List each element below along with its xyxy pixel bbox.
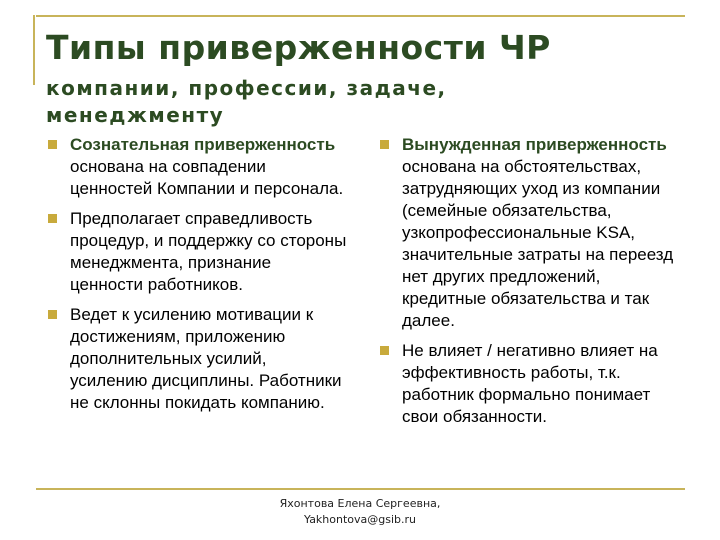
square-bullet-icon	[380, 346, 389, 355]
item-accent-text: Сознательная приверженность	[70, 135, 336, 154]
footer-email: Yakhontova@gsib.ru	[303, 513, 417, 526]
slide-title: Типы приверженности ЧР	[46, 28, 551, 67]
list-item	[380, 134, 680, 332]
top-divider	[36, 15, 685, 17]
square-bullet-icon	[380, 140, 389, 149]
footer-author: Яхонтова Елена Сергеевна,	[279, 497, 441, 510]
list-item	[48, 208, 348, 296]
square-bullet-icon	[48, 140, 57, 149]
item-text: основана на обстоятельствах, затрудняющих уход из компании (семейные обязательства, узкопрофессиональные KSA, значительные затраты на переезд нет других предложений, кредитные обязательства и так далее.	[402, 157, 674, 330]
footer	[0, 496, 720, 528]
item-text: Ведет к усилению мотивации к достижениям, приложению дополнительных усилий, усилению дисциплины. Работники не склонны покидать компанию.	[70, 305, 342, 412]
slide-subtitle: компании, профессии, задаче, менеджменту	[46, 76, 447, 127]
title-accent-bar	[33, 15, 35, 85]
square-bullet-icon	[48, 214, 57, 223]
list-item	[380, 340, 680, 428]
left-column	[48, 134, 348, 422]
item-accent-text: Вынужденная приверженность	[402, 135, 667, 154]
bottom-divider	[36, 488, 685, 490]
list-item	[48, 134, 348, 200]
square-bullet-icon	[48, 310, 57, 319]
item-text: Не влияет / негативно влияет на эффективность работы, т.к. работник формально понимает свои обязанности.	[402, 341, 658, 426]
item-text: основана на совпадении ценностей Компании и персонала.	[70, 157, 344, 198]
right-column	[380, 134, 680, 436]
item-text: Предполагает справедливость процедур, и поддержку со стороны менеджмента, признание ценности работников.	[70, 209, 347, 294]
list-item	[48, 304, 348, 414]
